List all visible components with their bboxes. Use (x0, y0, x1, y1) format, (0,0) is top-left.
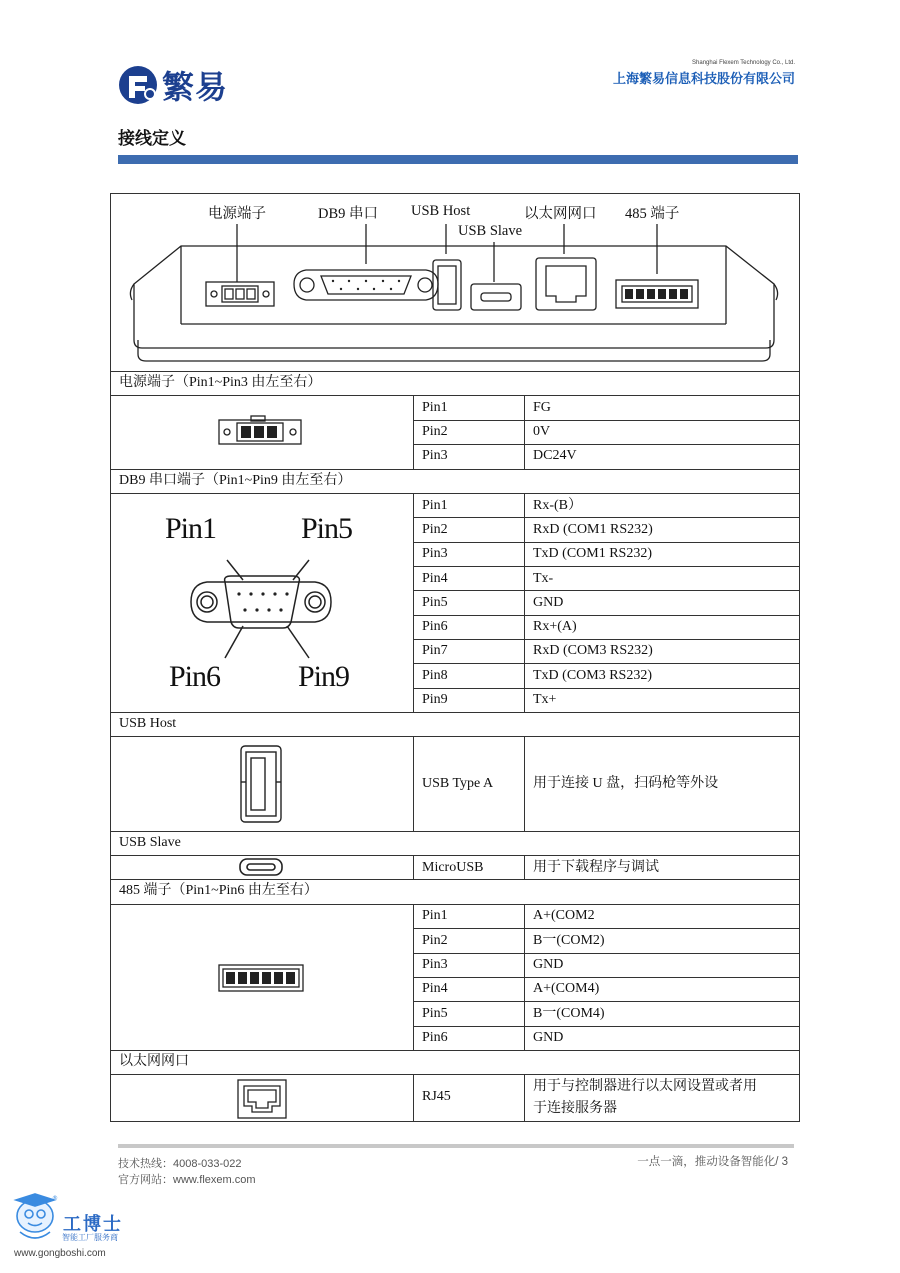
db9-pin1-function: Rx-(B） (533, 498, 582, 513)
db9-connector-icon (181, 554, 341, 664)
db9-pin9-function: Tx+ (533, 692, 557, 707)
usb-host-type: USB Type A (422, 776, 494, 791)
ethernet-description-line1: 用于与控制器进行以太网设置或者用 (533, 1079, 757, 1094)
p485-pin6-label: Pin6 (422, 1030, 448, 1045)
p485-pin4-label: Pin4 (422, 981, 448, 996)
power-pin3-function: DC24V (533, 448, 577, 463)
db9-pin6-callout: Pin6 (169, 660, 221, 693)
p485-pin5-function: B一(COM4) (533, 1006, 605, 1021)
db9-pin8-function: TxD (COM3 RS232) (533, 668, 653, 683)
logo-text: 繁易 (162, 69, 229, 105)
p485-pin4-function: A+(COM4) (533, 981, 600, 996)
section-title: 接线定义 (118, 129, 186, 148)
watermark-subtitle: 智能工厂服务商 (62, 1233, 118, 1242)
footer-hotline: 技术热线：4008-033-022 (118, 1158, 242, 1170)
micro-usb-icon (238, 857, 284, 877)
db9-pin4-function: Tx- (533, 571, 554, 586)
db9-pin3-label: Pin3 (422, 546, 448, 561)
footer-divider (118, 1144, 794, 1148)
power-pin1-label: Pin1 (422, 400, 448, 415)
ethernet-description-line2: 于连接服务器 (533, 1101, 617, 1116)
panel-label-power: 电源端子 (208, 206, 266, 222)
company-name-en: Shanghai Flexem Technology Co., Ltd. (692, 60, 795, 66)
p485-pin1-label: Pin1 (422, 908, 448, 923)
usb-slave-description: 用于下载程序与调试 (533, 860, 659, 875)
title-underline-bar (118, 155, 798, 164)
db9-pin2-function: RxD (COM1 RS232) (533, 522, 653, 537)
section-title-485: 485 端子（Pin1~Pin6 由左至右） (119, 883, 318, 898)
hmi-bottom-panel-illustration (126, 224, 786, 366)
panel-label-ethernet: 以太网网口 (524, 206, 597, 222)
db9-pin7-function: RxD (COM3 RS232) (533, 643, 653, 658)
power-pin2-function: 0V (533, 424, 551, 439)
terminal-485-icon (217, 963, 305, 993)
section-title-db9: DB9 串口端子（Pin1~Pin9 由左至右） (119, 473, 352, 488)
db9-pin6-label: Pin6 (422, 619, 448, 634)
db9-pin8-label: Pin8 (422, 668, 448, 683)
usb-type-a-icon (239, 744, 283, 824)
section-title-ethernet: 以太网网口 (119, 1054, 189, 1069)
footer-website: 官方网站：www.flexem.com (118, 1174, 256, 1186)
watermark-url: www.gongboshi.com (14, 1248, 106, 1259)
power-pin1-function: FG (533, 400, 551, 415)
db9-pin9-label: Pin9 (422, 692, 448, 707)
db9-pin2-label: Pin2 (422, 522, 448, 537)
power-pin3-label: Pin3 (422, 448, 448, 463)
db9-pin1-callout: Pin1 (165, 512, 217, 545)
p485-pin3-label: Pin3 (422, 957, 448, 972)
db9-pin5-label: Pin5 (422, 595, 448, 610)
power-terminal-icon (217, 413, 303, 449)
p485-pin2-function: B一(COM2) (533, 933, 605, 948)
db9-pin7-label: Pin7 (422, 643, 448, 658)
watermark-brand: 工博士 (63, 1214, 123, 1234)
panel-label-485: 485 端子 (625, 206, 680, 222)
p485-pin6-function: GND (533, 1030, 564, 1045)
db9-pin5-callout: Pin5 (301, 512, 353, 545)
p485-pin5-label: Pin5 (422, 1006, 448, 1021)
svg-text:®: ® (52, 1195, 58, 1202)
section-title-power: 电源端子（Pin1~Pin3 由左至右） (119, 375, 322, 390)
usb-host-description: 用于连接 U 盘，扫码枪等外设 (533, 776, 719, 791)
db9-pin1-label: Pin1 (422, 498, 448, 513)
flexem-logo-icon (117, 64, 161, 106)
rj45-port-icon (236, 1078, 288, 1120)
panel-label-usb-host: USB Host (411, 203, 471, 219)
section-title-usb-slave: USB Slave (119, 835, 181, 850)
panel-label-db9: DB9 串口 (318, 206, 379, 222)
db9-pin9-callout: Pin9 (298, 660, 350, 693)
db9-pin4-label: Pin4 (422, 571, 448, 586)
power-pin2-label: Pin2 (422, 424, 448, 439)
footer-slogan-page: 一点一滴，推动设备智能化/ 3 (637, 1156, 788, 1168)
section-title-usb-host: USB Host (119, 716, 177, 731)
db9-pin6-function: Rx+(A) (533, 619, 577, 634)
mascot-icon (10, 1192, 60, 1250)
usb-slave-type: MicroUSB (422, 860, 484, 875)
p485-pin2-label: Pin2 (422, 933, 448, 948)
wiring-table (110, 193, 800, 1122)
ethernet-type: RJ45 (422, 1089, 451, 1104)
db9-pin5-function: GND (533, 595, 564, 610)
db9-pin3-function: TxD (COM1 RS232) (533, 546, 653, 561)
p485-pin3-function: GND (533, 957, 564, 972)
p485-pin1-function: A+(COM2 (533, 908, 595, 923)
company-name-cn: 上海繁易信息科技股份有限公司 (612, 71, 795, 86)
panel-label-usb-slave: USB Slave (458, 223, 523, 239)
